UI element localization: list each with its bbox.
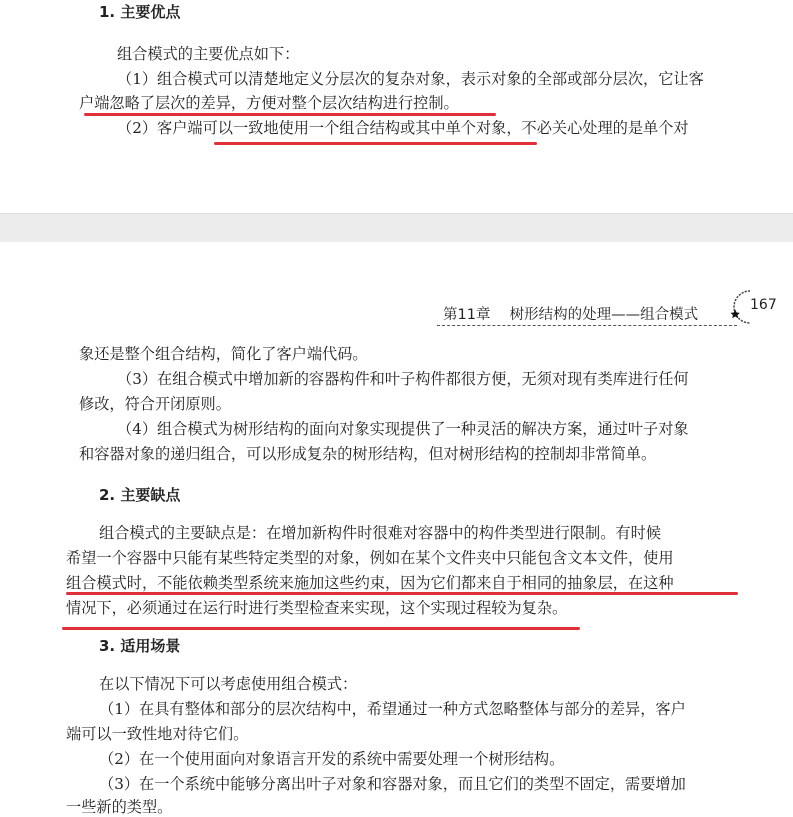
advantage-3-line-1: （3）在组合模式中增加新的容器构件和叶子构件都很方便，无须对现有类库进行任何	[117, 370, 689, 388]
page-separator	[0, 213, 793, 243]
heading-disadvantages: 2. 主要缺点	[99, 486, 181, 504]
use-case-3-line-1: （3）在一个系统中能够分离出叶子对象和容器对象，而且它们的类型不固定，需要增加	[99, 775, 686, 793]
heading-use-cases: 3. 适用场景	[99, 637, 181, 655]
page-number: 167	[750, 297, 777, 313]
disadvantage-line-2: 希望一个容器中只能有某些特定类型的对象，例如在某个文件夹中只能包含文本文件，使用	[66, 549, 674, 567]
intro-advantages: 组合模式的主要优点如下：	[117, 45, 300, 63]
running-head-rule	[437, 325, 737, 326]
advantage-4-line-1: （4）组合模式为树形结构的面向对象实现提供了一种灵活的解决方案，通过叶子对象	[117, 420, 689, 438]
chapter-title: 树形结构的处理——组合模式	[509, 307, 699, 323]
use-case-3-line-2: 一些新的类型。	[66, 798, 173, 816]
use-case-2-line-1: （2）在一个使用面向对象语言开发的系统中需要处理一个树形结构。	[99, 750, 565, 768]
disadvantage-line-4: 情况下，必须通过在运行时进行类型检查来实现，这个实现过程较为复杂。	[66, 599, 568, 617]
page-top	[0, 0, 793, 213]
highlight-underline	[84, 113, 496, 116]
advantage-4-line-2: 和容器对象的递归组合，可以形成复杂的树形结构，但对树形结构的控制却非常简单。	[79, 445, 657, 463]
continued-line: 象还是整个组合结构，简化了客户端代码。	[79, 345, 368, 363]
page-bottom	[0, 242, 793, 816]
use-case-1-line-1: （1）在具有整体和部分的层次结构中，希望通过一种方式忽略整体与部分的差异，客户	[99, 700, 686, 718]
advantage-1-line-1: （1）组合模式可以清楚地定义分层次的复杂对象，表示对象的全部或部分层次，它让客	[117, 70, 704, 88]
heading-advantages: 1. 主要优点	[99, 3, 181, 21]
disadvantage-line-1: 组合模式的主要缺点是：在增加新构件时很难对容器中的构件类型进行限制。有时候	[99, 524, 661, 542]
highlight-underline	[62, 627, 580, 630]
running-head	[443, 303, 698, 324]
highlight-underline	[214, 142, 537, 145]
highlight-underline	[66, 592, 738, 595]
use-case-1-line-2: 端可以一致性地对待它们。	[66, 725, 249, 743]
use-case-intro: 在以下情况下可以考虑使用组合模式：	[99, 675, 358, 693]
advantage-1-line-2: 户端忽略了层次的差异，方便对整个层次结构进行控制。	[79, 94, 459, 112]
advantage-2-line-1: （2）客户端可以一致地使用一个组合结构或其中单个对象，不必关心处理的是单个对	[117, 119, 689, 137]
advantage-3-line-2: 修改，符合开闭原则。	[79, 395, 231, 413]
disadvantage-line-3: 组合模式时，不能依赖类型系统来施加这些约束，因为它们都来自于相同的抽象层，在这种	[66, 574, 674, 592]
chapter-number: 第11章	[443, 307, 491, 323]
